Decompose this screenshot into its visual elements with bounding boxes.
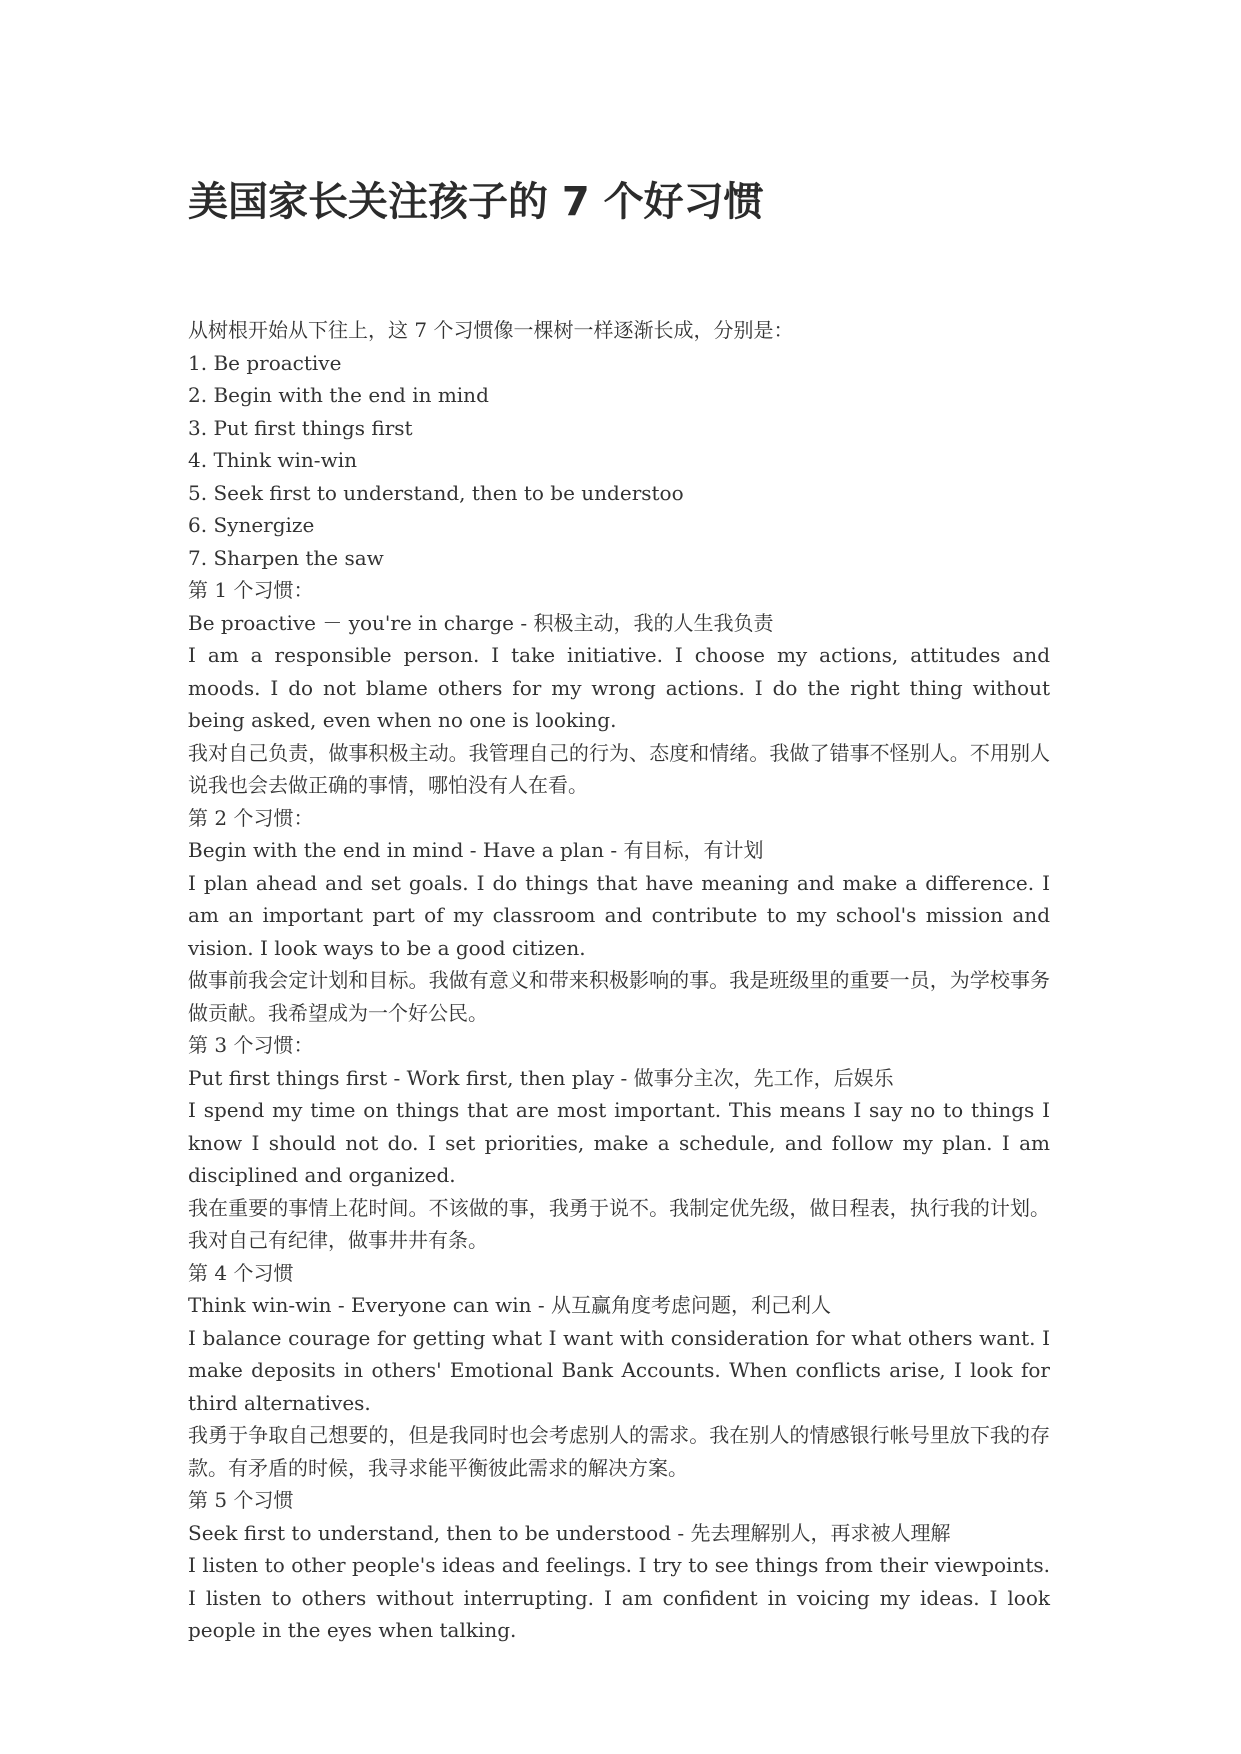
section-english-text: I am a responsible person. I take initiative. I choose my actions, attitudes and moods. I do not blame others for my wrong actions. I do the right thing without being asked, even when no one is looking. [188,643,1050,732]
section-english-text: I plan ahead and set goals. I do things that have meaning and make a difference. I am an important part of my classroom and contribute to my school's mission and vision. I look ways to be a good citizen. [188,870,1050,960]
habit-list-item: 4. Think win-win [188,448,357,472]
habit-list-item: 2. Begin with the end in mind [188,383,489,407]
section-heading: 第 3 个习惯： [188,1033,314,1057]
habit-list-item: 5. Seek first to understand, then to be understoo [188,480,684,505]
habit-list-item: 1. Be proactive [188,350,342,375]
section-heading: 第 4 个习惯 [188,1260,294,1285]
section-subtitle: Put first things first - Work first, then play - 做事分主次，先工作，后娱乐 [188,1065,894,1090]
section-chinese-text: 我在重要的事情上花时间。不该做的事，我勇于说不。我制定优先级，做日程表，执行我的计划。我对自己有纪律，做事井井有条。 [188,1195,1050,1252]
document-title: 美国家长关注孩子的 7 个好习惯 [188,179,764,225]
intro-paragraph: 从树根开始从下往上，这 7 个习惯像一棵树一样逐渐长成，分别是： [188,318,794,342]
section-heading: 第 2 个习惯： [188,805,314,830]
section-heading: 第 1 个习惯： [188,578,314,602]
section-chinese-text: 我对自己负责，做事积极主动。我管理自己的行为、态度和情绪。我做了错事不怪别人。不用别人说我也会去做正确的事情，哪怕没有人在看。 [188,740,1050,797]
section-heading: 第 5 个习惯 [188,1488,294,1512]
section-english-text: I balance courage for getting what I want with consideration for what others want. I make deposits in others' Emotional Bank Accounts. When conflicts arise, I look for third alternatives. [188,1325,1050,1415]
habit-list-item: 7. Sharpen the saw [188,545,384,570]
section-subtitle: Begin with the end in mind - Have a plan - 有目标，有计划 [188,838,764,862]
section-english-text: I listen to other people's ideas and feelings. I try to see things from their viewpoints. I listen to others without interrupting. I am confident in voicing my ideas. I look people in the eyes when talking. [188,1553,1050,1642]
habit-list-item: 3. Put first things first [188,415,413,440]
habit-list-item: 6. Synergize [188,513,315,537]
section-subtitle: Be proactive － you're in charge - 积极主动，我的人生我负责 [188,610,774,635]
section-subtitle: Think win-win - Everyone can win - 从互赢角度考虑问题，利己利人 [188,1293,831,1317]
section-chinese-text: 做事前我会定计划和目标。我做有意义和带来积极影响的事。我是班级里的重要一员，为学校事务做贡献。我希望成为一个好公民。 [188,968,1050,1025]
document-body [188,314,1050,1647]
section-subtitle: Seek first to understand, then to be understood - 先去理解别人，再求被人理解 [188,1520,951,1545]
section-english-text: I spend my time on things that are most important. This means I say no to things I know I should not do. I set priorities, make a schedule, and follow my plan. I am disciplined and organized. [188,1098,1050,1187]
section-chinese-text: 我勇于争取自己想要的，但是我同时也会考虑别人的需求。我在别人的情感银行帐号里放下我的存款。有矛盾的时候，我寻求能平衡彼此需求的解决方案。 [188,1423,1050,1480]
